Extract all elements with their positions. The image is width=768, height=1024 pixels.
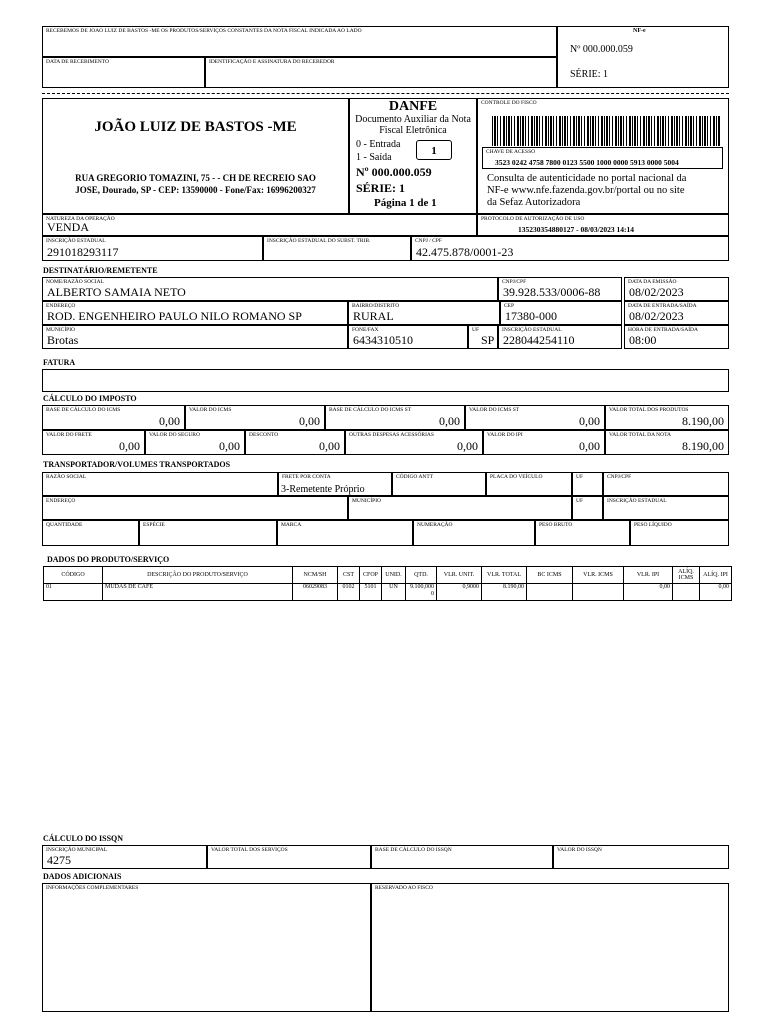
dest-uf-value: SP <box>481 333 495 347</box>
protocolo-label: PROTOCOLO DE AUTORIZAÇÃO DE USO <box>481 216 585 222</box>
v-st <box>465 405 605 430</box>
transp-antt <box>392 472 486 496</box>
produtos-section: DADOS DO PRODUTO/SERVIÇO <box>47 555 170 564</box>
dest-fone-value: 6434310510 <box>353 333 413 347</box>
imposto-section: CÁLCULO DO IMPOSTO <box>43 394 137 403</box>
natureza-value: VENDA <box>47 220 89 234</box>
v-desconto-label: DESCONTO <box>249 432 279 438</box>
inscricao-estadual <box>42 236 263 261</box>
cut-line <box>42 93 729 94</box>
transp-frete-label: FRETE POR CONTA <box>282 474 331 480</box>
dest-cep <box>500 301 622 325</box>
bc-icms-label: BASE DE CÁLCULO DO ICMS <box>46 407 121 413</box>
cell-vlr-icms <box>573 584 624 601</box>
v-outras-value: 0,00 <box>457 439 478 453</box>
protocolo-value: 135230354880127 - 08/03/2023 14:14 <box>518 225 635 234</box>
produtos-header-row <box>44 567 732 584</box>
dest-emissao-value: 08/02/2023 <box>629 285 684 299</box>
v-nota <box>605 430 729 455</box>
v-st-label: VALOR DO ICMS ST <box>469 407 520 413</box>
canhoto-nfe-box <box>557 26 729 88</box>
transp-razao-label: RAZÃO SOCIAL <box>46 474 87 480</box>
col-header: VLR. TOTAL <box>482 567 527 584</box>
dest-endereco-label: ENDEREÇO <box>46 303 76 309</box>
ie-value: 291018293117 <box>47 245 119 259</box>
dest-emissao-label: DATA DA EMISSÃO <box>628 279 677 285</box>
emitente-box <box>42 98 349 214</box>
transp-ie <box>603 496 729 520</box>
transp-quantidade-label: QUANTIDADE <box>46 522 83 528</box>
v-prod-label: VALOR TOTAL DOS PRODUTOS <box>609 407 689 413</box>
dest-uf <box>468 325 498 349</box>
transp-placa-label: PLACA DO VEÍCULO <box>490 474 543 480</box>
col-header: UNID. <box>382 567 406 584</box>
v-outras <box>345 430 483 455</box>
dest-nome <box>42 277 498 301</box>
bc-st-value: 0,00 <box>439 414 460 428</box>
issqn-bc <box>371 845 553 869</box>
cnpj-label: CNPJ / CPF <box>415 238 442 244</box>
cell-vlr-total: 8.190,00 <box>482 584 527 601</box>
transp-numeracao-label: NUMERAÇÃO <box>417 522 453 528</box>
col-header: CÓDIGO <box>44 567 103 584</box>
transp-frete-value: 3-Remetente Próprio <box>281 484 365 495</box>
issqn-valor-label: VALOR DO ISSQN <box>557 847 602 853</box>
bc-st-label: BASE DE CÁLCULO DO ICMS ST <box>329 407 412 413</box>
emitente-endereco-l2: JOSE, Dourado, SP - CEP: 13590000 - Fone/Fax: 16996200327 <box>75 185 316 195</box>
v-desconto <box>245 430 345 455</box>
reservado-fisco-label: RESERVADO AO FISCO <box>375 885 433 891</box>
canhoto-numero: Nº 000.000.059 <box>570 44 633 55</box>
cell-aliq-ipi: 0,00 <box>700 584 732 601</box>
cell-cfop: 5101 <box>360 584 382 601</box>
bc-icms <box>42 405 185 430</box>
v-ipi-value: 0,00 <box>579 439 600 453</box>
consulta-l3: da Sefaz Autorizadora <box>487 197 581 208</box>
v-prod <box>605 405 729 430</box>
cell-bc-icms <box>527 584 573 601</box>
cell-cst: 0102 <box>338 584 360 601</box>
emitente-nome: JOÃO LUIZ DE BASTOS -ME <box>94 119 297 135</box>
transp-uf-label: UF <box>576 474 584 480</box>
v-nota-value: 8.190,00 <box>682 439 724 453</box>
barcode <box>492 116 720 146</box>
bc-icms-value: 0,00 <box>159 414 180 428</box>
v-icms-label: VALOR DO ICMS <box>189 407 232 413</box>
danfe-entrada: 0 - Entrada <box>356 139 401 150</box>
col-header: VLR. UNIT. <box>437 567 482 584</box>
chave-acesso-box <box>482 147 723 169</box>
ie-label: INSCRIÇÃO ESTADUAL <box>46 238 106 244</box>
v-ipi-label: VALOR DO IPI <box>487 432 523 438</box>
dest-hora-label: HORA DE ENTRADA/SAÍDA <box>628 327 698 333</box>
produtos-table <box>43 566 732 601</box>
transp-ie-label: INSCRIÇÃO ESTADUAL <box>607 498 667 504</box>
transp-marca <box>277 520 413 546</box>
cell-vlr-unit: 0,9000 <box>437 584 482 601</box>
ie-st-label: INSCRIÇÃO ESTADUAL DO SUBST. TRIB. <box>267 238 371 244</box>
dest-hora-value: 08:00 <box>629 333 657 347</box>
fatura-box <box>42 369 729 392</box>
danfe-tipo: 1 <box>431 145 437 157</box>
danfe-serie: SÉRIE: 1 <box>356 181 406 195</box>
issqn-section: CÁLCULO DO ISSQN <box>43 834 124 843</box>
v-outras-label: OUTRAS DESPESAS ACESSÓRIAS <box>349 432 434 438</box>
transp-uf2 <box>572 496 603 520</box>
v-frete-value: 0,00 <box>119 439 140 453</box>
dest-fone <box>348 325 468 349</box>
cell-unid: UN <box>382 584 406 601</box>
transp-razao <box>42 472 278 496</box>
danfe-saida: 1 - Saída <box>356 152 392 163</box>
dest-bairro-label: BAIRRO/DISTRITO <box>352 303 400 309</box>
transp-peso-liquido-label: PESO LÍQUIDO <box>634 522 672 528</box>
danfe-title: DANFE <box>388 99 438 114</box>
transp-marca-label: MARCA <box>281 522 302 528</box>
bc-st <box>325 405 465 430</box>
transp-peso-bruto <box>535 520 630 546</box>
dest-entrada <box>624 301 729 325</box>
transp-peso-bruto-label: PESO BRUTO <box>539 522 573 528</box>
chave-acesso-label: CHAVE DE ACESSO <box>486 149 536 155</box>
dest-ie-label: INSCRIÇÃO ESTADUAL <box>502 327 562 333</box>
v-seguro <box>145 430 245 455</box>
canhoto-recebemos-text: RECEBEMOS DE JOAO LUIZ DE BASTOS -ME OS PRODUTOS/SERVIÇOS CONSTANTES DA NOTA FISCAL INDICADA AO LADO <box>46 28 362 34</box>
dest-endereco-value: ROD. ENGENHEIRO PAULO NILO ROMANO SP <box>47 309 302 323</box>
canhoto-identificacao <box>205 57 557 88</box>
dest-fone-label: FONE/FAX <box>352 327 379 333</box>
issqn-im-label: INSCRIÇÃO MUNICIPAL <box>46 847 108 853</box>
transp-uf <box>572 472 603 496</box>
v-nota-label: VALOR TOTAL DA NOTA <box>609 432 672 438</box>
col-header: NCM/SH <box>293 567 338 584</box>
v-seguro-label: VALOR DO SEGURO <box>149 432 200 438</box>
transp-uf2-label: UF <box>576 498 584 504</box>
col-header: VLR. IPI <box>624 567 673 584</box>
consulta-l2: NF-e www.nfe.fazenda.gov.br/portal ou no site <box>487 185 685 196</box>
issqn-v-serv <box>207 845 371 869</box>
col-header: BC ICMS <box>527 567 573 584</box>
transp-cnpj <box>603 472 729 496</box>
dest-nome-value: ALBERTO SAMAIA NETO <box>47 285 186 299</box>
cell-ncm: 06029083 <box>293 584 338 601</box>
canhoto-data-recebimento <box>42 57 205 88</box>
transp-especie-label: ESPÉCIE <box>143 522 165 528</box>
danfe-box <box>349 98 477 214</box>
dest-entrada-value: 08/02/2023 <box>629 309 684 323</box>
danfe-pagina: Página 1 de 1 <box>374 197 437 209</box>
protocolo-autorizacao <box>477 214 729 236</box>
dest-cnpj-value: 39.928.533/0006-88 <box>503 285 601 299</box>
transp-endereco-label: ENDEREÇO <box>46 498 76 504</box>
canhoto-serie: SÉRIE: 1 <box>570 69 609 80</box>
v-icms-value: 0,00 <box>299 414 320 428</box>
transp-municipio <box>348 496 572 520</box>
cnpj-value: 42.475.878/0001-23 <box>416 245 514 259</box>
v-frete-label: VALOR DO FRETE <box>46 432 92 438</box>
dest-entrada-label: DATA DE ENTRADA/SAÍDA <box>628 303 697 309</box>
dest-cep-value: 17380-000 <box>505 309 557 323</box>
dest-ie-value: 228044254110 <box>503 333 575 347</box>
col-header: CST <box>338 567 360 584</box>
nfe-label: NF-e <box>633 28 646 34</box>
chave-acesso: 3523 0242 4758 7800 0123 5500 1000 0000 5913 0000 5004 <box>495 158 679 167</box>
identificacao-label: IDENTIFICAÇÃO E ASSINATURA DO RECEBEDOR <box>209 59 335 65</box>
transporte-section: TRANSPORTADOR/VOLUMES TRANSPORTADOS <box>43 460 231 469</box>
dest-cnpj-label: CNPJ/CPF <box>502 279 527 285</box>
canhoto-recebemos <box>42 26 557 57</box>
info-complementares <box>42 883 371 1012</box>
col-header: CFOP <box>360 567 382 584</box>
transp-frete <box>278 472 392 496</box>
reservado-fisco <box>371 883 729 1012</box>
v-frete <box>42 430 145 455</box>
transp-endereco <box>42 496 348 520</box>
cell-descricao: MUDAS DE CAFE <box>103 584 293 601</box>
danfe-tipo-box <box>416 140 452 160</box>
v-st-value: 0,00 <box>579 414 600 428</box>
data-recebimento-label: DATA DE RECEBIMENTO <box>46 59 110 65</box>
dest-emissao <box>624 277 729 301</box>
transp-especie <box>139 520 277 546</box>
consulta-l1: Consulta de autenticidade no portal nacional da <box>487 173 687 184</box>
transp-numeracao <box>413 520 535 546</box>
dest-ie <box>498 325 622 349</box>
col-header: ALÍQ. ICMS <box>673 567 700 584</box>
transp-cnpj-label: CNPJ/CPF <box>607 474 632 480</box>
issqn-bc-label: BASE DE CÁLCULO DO ISSQN <box>375 847 452 853</box>
v-icms <box>185 405 325 430</box>
dest-cnpj <box>498 277 622 301</box>
issqn-im <box>42 845 207 869</box>
natureza-operacao <box>42 214 477 236</box>
col-header: VLR. ICMS <box>573 567 624 584</box>
v-seguro-value: 0,00 <box>219 439 240 453</box>
table-row <box>44 584 732 601</box>
dest-hora <box>624 325 729 349</box>
col-header: QTD. <box>406 567 437 584</box>
emitente-endereco-l1: RUA GREGORIO TOMAZINI, 75 - - CH DE RECREIO SAO <box>75 173 316 183</box>
issqn-valor <box>553 845 729 869</box>
controle-fisco-label: CONTROLE DO FISCO <box>481 100 537 106</box>
cell-aliq-icms <box>673 584 700 601</box>
cnpj-emitente <box>411 236 729 261</box>
dest-municipio-label: MUNICÍPIO <box>46 327 76 333</box>
cell-vlr-ipi: 0,00 <box>624 584 673 601</box>
natureza-label: NATUREZA DA OPERAÇÃO <box>46 216 115 222</box>
col-header: ALÍQ. IPI <box>700 567 732 584</box>
cell-codigo: 01 <box>44 584 103 601</box>
v-prod-value: 8.190,00 <box>682 414 724 428</box>
issqn-v-serv-label: VALOR TOTAL DOS SERVIÇOS <box>211 847 288 853</box>
danfe-sub1: Documento Auxiliar da Nota <box>355 114 471 125</box>
info-complementares-label: INFORMAÇÕES COMPLEMENTARES <box>46 885 139 891</box>
transp-antt-label: CÓDIGO ANTT <box>396 474 434 480</box>
col-header: DESCRIÇÃO DO PRODUTO/SERVIÇO <box>103 567 293 584</box>
dest-nome-label: NOME/RAZÃO SOCIAL <box>46 279 104 285</box>
v-desconto-value: 0,00 <box>319 439 340 453</box>
transp-municipio-label: MUNICÍPIO <box>352 498 382 504</box>
dest-cep-label: CEP <box>504 303 515 309</box>
dest-uf-label: UF <box>472 327 480 333</box>
adicionais-section: DADOS ADICIONAIS <box>43 872 122 881</box>
danfe-sub2: Fiscal Eletrônica <box>379 125 447 136</box>
transp-peso-liquido <box>630 520 729 546</box>
dest-municipio-value: Brotas <box>47 333 79 347</box>
dest-municipio <box>42 325 348 349</box>
transp-quantidade <box>42 520 139 546</box>
fatura-section: FATURA <box>43 358 76 367</box>
dest-bairro <box>348 301 500 325</box>
issqn-im-value: 4275 <box>47 853 71 867</box>
danfe-numero: Nº 000.000.059 <box>356 165 432 179</box>
destinatario-section: DESTINATÁRIO/REMETENTE <box>43 266 158 275</box>
inscricao-estadual-st <box>263 236 411 261</box>
dest-endereco <box>42 301 348 325</box>
v-ipi <box>483 430 605 455</box>
cell-qtd: 9.100,0000 <box>406 584 437 601</box>
dest-bairro-value: RURAL <box>353 309 394 323</box>
transp-placa <box>486 472 572 496</box>
